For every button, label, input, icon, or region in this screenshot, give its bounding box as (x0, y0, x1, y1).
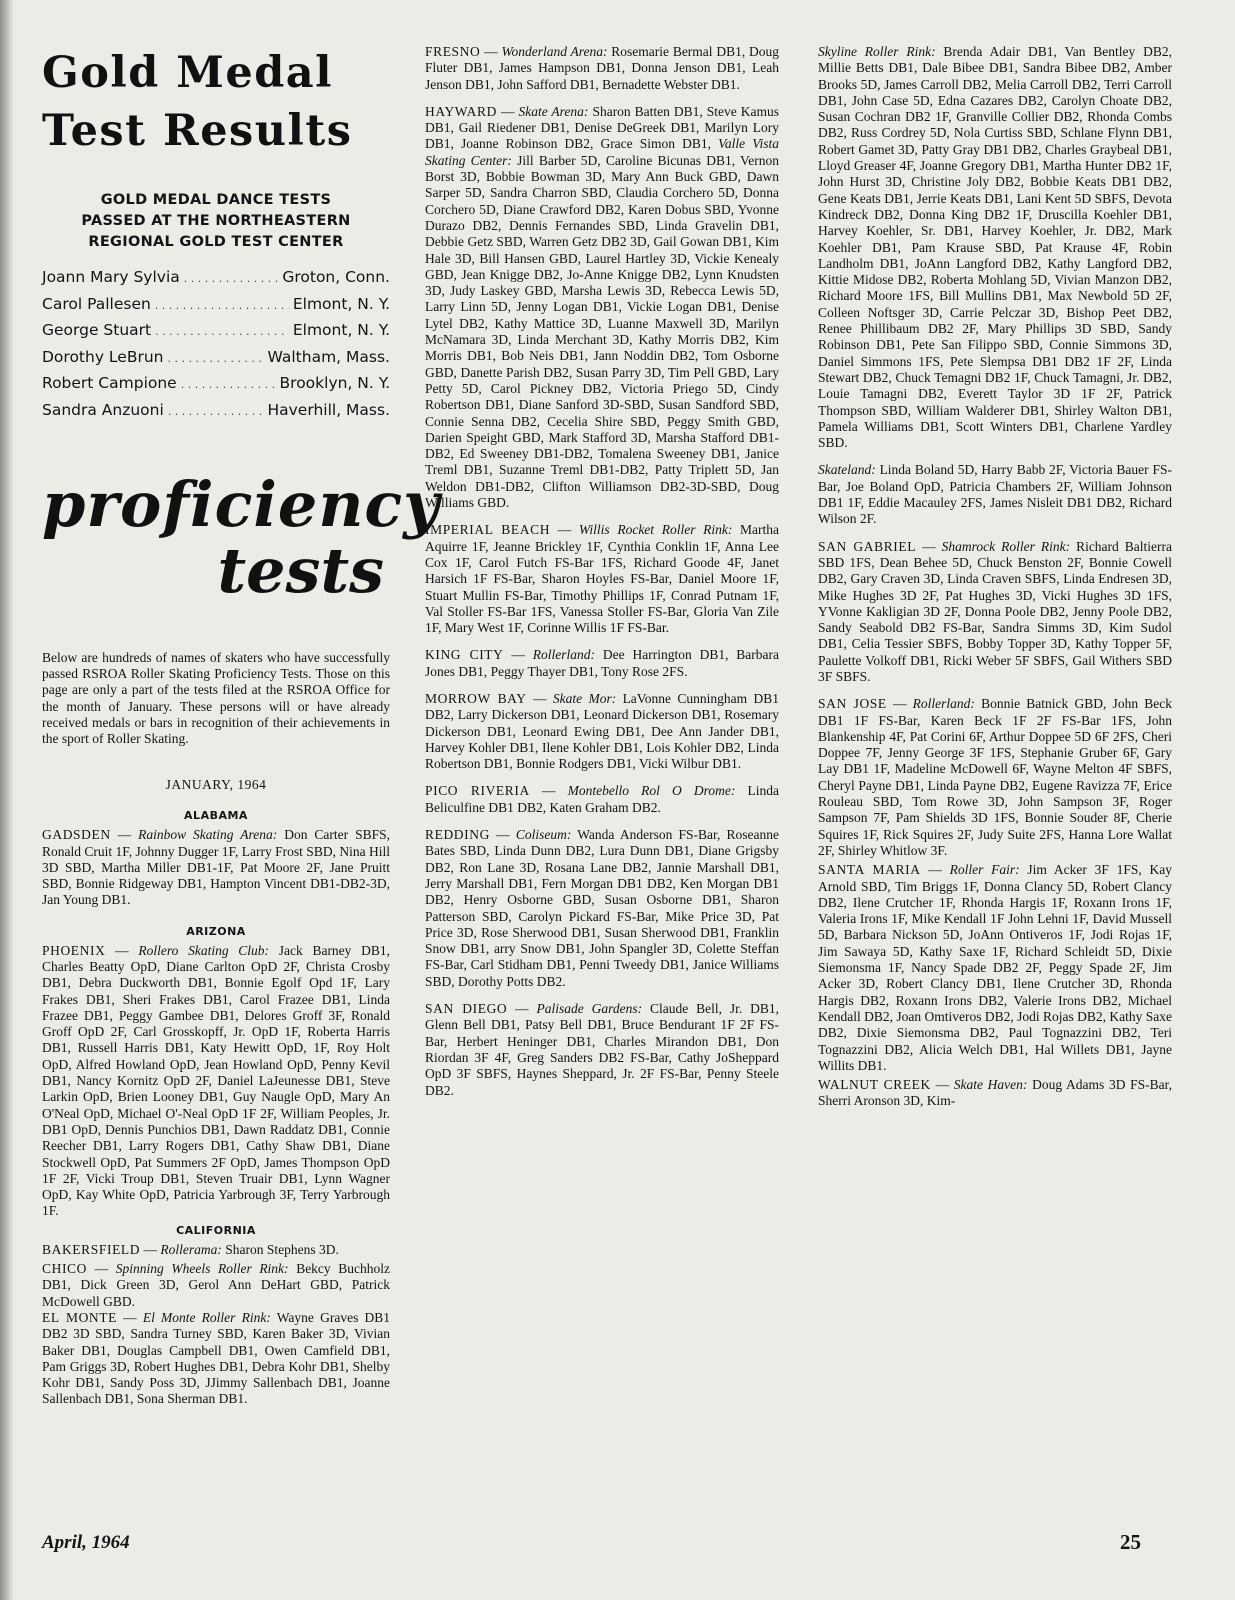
skater-list: Claude Bell, Jr. DB1, Glenn Bell DB1, Patsy Bell DB1, Bruce Bendurant 1F 2F FS-Bar, Herbert Heninger DB1, Charles Mirandon DB1, Don Riordan 3F 4F, Greg Sanders DB2 FS-Bar, Cathy JoSheppard OpD 3F SBFS, Haynes Sheppard, Jr. 2F FS-Bar, Penny Steele DB2. (425, 1001, 779, 1098)
rink-name: Rainbow Skating Arena: (138, 827, 278, 843)
intro-paragraph: Below are hundreds of names of skaters who have successfully passed RSROA Roller Skating Proficiency Tests. Those on this page are only a part of the tests filed at the RSROA Office for the month of January. These persons will or have already received medals or bars in recognition of their achievements in the sport of Roller Skating. (42, 650, 390, 747)
skater-list: Sharon Stephens 3D. (225, 1241, 339, 1257)
state-heading-alabama: ALABAMA (184, 809, 248, 823)
skater-list: Wanda Anderson FS-Bar, Roseanne Bates SBD, Linda Dunn DB2, Lura Dunn DB1, Diane Grigsby DB2, Ron Lane 3D, Rosana Lane DB2, Jannie Marshall DB1, Jerry Marshall DB1, Fern Morgan DB1 DB2, Ken Morgan DB1 DB2, Henry Osborne GBD, Susan Osborne DB1, Sharon Patterson SBD, Carolyn Pickard FS-Bar, Mike Price 3D, Pat Price 3D, Rose Sherwood DB1, Susan Sherwood DB1, Franklin Snow DB1, arry Snow DB1, John Spangler 3D, Colette Steffan FS-Bar, Carl Stidham DB1, Penni Tweedy DB1, Janice Williams SBD, Dorothy Potts DB2. (425, 827, 779, 989)
city-name: KING CITY (425, 647, 504, 663)
skater-name: Sandra Anzuoni (42, 400, 164, 419)
entry-fresno: FRESNO — Wonderland Arena: Rosemarie Bermal DB1, Doug Fluter DB1, James Hampson DB1, Donna Jenson DB1, Leah Jenson DB1, John Safford DB1, Bernadette Webster DB1. (425, 44, 780, 92)
skater-place: Haverhill, Mass. (267, 400, 390, 419)
rink-name: Shamrock Roller Rink: (941, 538, 1071, 554)
skater-place: Elmont, N. Y. (292, 294, 390, 313)
city-name: REDDING (425, 827, 490, 843)
skater-place: Waltham, Mass. (267, 347, 390, 366)
rink-name: Rollerland: (912, 696, 975, 712)
city-name: WALNUT CREEK (818, 1077, 931, 1093)
result-row (42, 398, 390, 425)
city-name: EL MONTE (42, 1309, 117, 1325)
rink-name: Roller Fair: (949, 862, 1020, 878)
result-row (42, 265, 390, 292)
city-name: BAKERSFIELD (42, 1241, 141, 1257)
entry-san-jose: SAN JOSE — Rollerland: Bonnie Batnick GBD, John Beck DB1 1F FS-Bar, Karen Beck 1F 2F FS-Bar 1FS, John Blankenship 4F, Pat Corini 6F, Arthur Doppee 5D 6F 2FS, Cheri Doppee 7F, Jenny George 3F 1FS, Stephanie Gruber 6F, Gary Lay DB1 1F, Madeline McDowell 6F, Wayne Melton 4F SBFS, Cheryl Payne DB1, Linda Payne DB2, Eugene Ravizza 7F, Erice Rouleau SBD, Tom Rowe 3D, John Sampson 3F, Roger Sampson 7F, Pam Shields 3D 1FS, Bonnie Souder 8F, Cherie Squires 1F, Rick Squires 2F, Judy Suite 2FS, Hanna Lore Wallat 2F, Shirley Whitlow 3F. (818, 696, 1172, 858)
entry-san-diego-part1: SAN DIEGO — Palisade Gardens: Claude Bell, Jr. DB1, Glenn Bell DB1, Patsy Bell DB1, Bruce Bendurant 1F 2F FS-Bar, Herbert Heninger DB1, Charles Mirandon DB1, Don Riordan 3F 4F, Greg Sanders DB2 FS-Bar, Cathy JoSheppard OpD 3F SBFS, Haynes Sheppard, Jr. 2F FS-Bar, Penny Steele DB2. (425, 1001, 779, 1098)
gold-dance-results (42, 265, 390, 424)
result-row (42, 345, 390, 372)
rink-name: Skate Mor: (552, 690, 617, 706)
gold-dance-heading (42, 190, 390, 253)
right-column (818, 44, 1172, 1110)
result-row (42, 292, 390, 319)
skater-name: Carol Pallesen (42, 294, 151, 313)
skater-place: Groton, Conn. (282, 268, 390, 286)
state-heading-arizona: ARIZONA (186, 924, 246, 938)
skater-list: Wayne Graves DB1 DB2 3D SBD, Sandra Turney SBD, Karen Baker 3D, Vivian Baker DB1, Douglas Campbell DB1, Owen Camfield DB1, Pam Griggs 3D, Robert Hughes DB1, Debra Kohr DB1, Shelby Kohr DB1, Sandy Poss 3D, JJimmy Sallenbach DB1, Joanne Sallenbach DB1, Sona Sherman DB1. (42, 1309, 390, 1407)
rink-name: Wonderland Arena: (501, 44, 608, 59)
page-number: 25 (1120, 1530, 1141, 1554)
skater-list: Linda Boland 5D, Harry Babb 2F, Victoria Bauer FS-Bar, Joe Boland OpD, Patricia Chambers 2F, William Johnson DB1 1F, Eddie Macauley 2FS, James Nisleit DB1 DB2, Richard Wilson 2F. (818, 462, 1172, 527)
city-name: PICO RIVERIA (425, 783, 530, 799)
skater-list: Jack Barney DB1, Charles Beatty OpD, Diane Carlton OpD 2F, Christa Crosby DB1, Debra Duckworth DB1, Bonnie Egolf Opd 1F, Lary Frakes DB1, Sheri Frakes DB1, Carol Frazee DB1, Linda Frazee DB1, Peggy Gambee DB1, Delores Groff 3F, Ronald Groff OpD 2F, Carl Grosskopff, Jr. OpD 1F, Roberta Harris DB1, Russell Harris DB1, Katy Hewitt OpD, 1F, Roy Holt OpD, Alfred Howland OpD, Jean Howland OpD, Penny Kevil DB1, Nancy Kornitz OpD 2F, Daniel LaJeunesse DB1, Steve Larkin OpD, Brien Looney DB1, Guy Naugle OpD, Mary An O'Neal OpD, Michael O'-Neal OpD 1F 2F, William Peoples, Jr. DB1 OpD, Dennis Punchios DB1, Dawn Raddatz DB1, Connie Reecher DB1, Larry Rogers DB1, Cathy Shaw DB1, Diane Stockwell OpD, Pat Summers 2F OpD, James Thompson OpD 1F 2F, Vicki Troup DB1, Steven Truair DB1, Lynn Wagner OpD, Kay White OpD, Patricia Yarbrough 3F, Terry Yarbrough 1F. (42, 942, 391, 1219)
rink-name: Rollerland: (532, 647, 595, 663)
page-shadow (0, 0, 14, 1600)
rink-name: Skate Arena: (518, 103, 589, 119)
skater-list: Jim Acker 3F 1FS, Kay Arnold SBD, Tim Briggs 1F, Donna Clancy 5D, Robert Clancy DB2, Ilene Crutcher 1F, Rhonda Hargis 1F, Roxann Irons 1F, Valeria Irons 1F, Mike Kendall 1F John Lehni 1F, David Mussell 5D, Barbara Nickson 5D, JoAnn Ontiveros 1F, Jodi Rojas 1F, Jim Sawaya 5D, Kathy Saxe 1F, Richard Schleidt 5D, Dixie Siemonsma 1F, Nancy Spade DB2 2F, Peggy Spade 2F, Jim Acker 3D, Robert Clancy DB1, Ilene Crutcher 3D, Rhonda Hargis DB2, Roxann Irons DB2, Valerie Irons DB2, Michael Kendall DB2, Joan Omtiveros DB2, Jodi Rojas DB2, Kathy Saxe DB2, Dixie Siemonsma DB2, Paul Tognazzini DB2, Teri Tognazzini DB2, Alicia Welch DB1, Hal Willets DB1, Jayne Willits DB1. (818, 862, 1173, 1073)
city-name: SANTA MARIA (818, 862, 921, 878)
entry-el-monte: EL MONTE — El Monte Roller Rink: Wayne Graves DB1 DB2 3D SBD, Sandra Turney SBD, Karen Baker 3D, Vivian Baker DB1, Douglas Campbell DB1, Owen Camfield DB1, Pam Griggs 3D, Robert Hughes DB1, Debra Kohr DB1, Shelby Kohr DB1, Sandy Poss 3D, JJimmy Sallenbach DB1, Joanne Sallenbach DB1, Sona Sherman DB1. (42, 1309, 390, 1407)
skater-list: Richard Baltierra SBD 1FS, Dean Behee 5D, Chuck Benston 2F, Bonnie Cowell DB2, Gary Craven 3D, Linda Craven SBFS, Linda Endresen 3D, Mike Hughes 3D 2F, Pat Hughes 3D, Vicki Hughes 3D 1FS, YVonne Kakligian 3D 2F, Donna Poole DB2, Jenny Poole DB2, Sandy Seabold DB2 FS-Bar, Sandra Simms 3D, Kim Sudol DB1, Celia Tessier SBFS, Bobby Topper 3D, Kathy Topper 5F, Paulette Volkoff DB1, Ricki Weber 5F SBFS, Gail Withers SBD 3F SBFS. (818, 538, 1173, 684)
page-title (42, 44, 390, 160)
rink-name: El Monte Roller Rink: (142, 1309, 271, 1325)
skater-list: Don Carter SBFS, Ronald Cruit 1F, Johnny Dugger 1F, Larry Frost SBD, Nina Hill 3D SBD, Martha Miller DB1-1F, Pat Moore 2F, Jane Pruitt SBD, Bonnie Ridgeway DB1, Hampton Vincent DB1-DB2-3D, Jan Young DB1. (42, 827, 390, 908)
result-row (42, 318, 390, 345)
entry-chico: CHICO — Spinning Wheels Roller Rink: Bekcy Buchholz DB1, Dick Green 3D, Gerol Ann DeHart GBD, Patrick McDowell GBD. (42, 1261, 391, 1309)
issue-date: April, 1964 (42, 1532, 130, 1553)
gold-dance-heading-line: GOLD MEDAL DANCE TESTS (100, 192, 332, 208)
entry-bakersfield: BAKERSFIELD — Rollerama: Sharon Stephens 3D. (42, 1241, 339, 1257)
entry-san-gabriel: SAN GABRIEL — Shamrock Roller Rink: Richard Baltierra SBD 1FS, Dean Behee 5D, Chuck Benston 2F, Bonnie Cowell DB2, Gary Craven 3D, Linda Craven SBFS, Linda Endresen 3D, Mike Hughes 3D 2F, Pat Hughes 3D, Vicki Hughes 3D 1FS, YVonne Kakligian 3D 2F, Donna Poole DB2, Jenny Poole DB2, Sandy Seabold DB2 FS-Bar, Sandra Simms 3D, Kim Sudol DB1, Celia Tessier SBFS, Bobby Topper 3D, Kathy Topper 5F, Paulette Volkoff DB1, Ricki Weber 5F SBFS, Gail Withers SBD 3F SBFS. (818, 538, 1173, 684)
skater-place: Brooklyn, N. Y. (279, 374, 390, 392)
state-heading-california: CALIFORNIA (176, 1223, 256, 1237)
entry-redding: REDDING — Coliseum: Wanda Anderson FS-Bar, Roseanne Bates SBD, Linda Dunn DB2, Lura Dunn DB1, Diane Grigsby DB2, Ron Lane 3D, Rosana Lane DB2, Jannie Marshall DB1, Jerry Marshall DB1, Fern Morgan DB1 DB2, Ken Morgan DB1 DB2, Henry Osborne GBD, Susan Osborne DB1, Sharon Patterson SBD, Carolyn Pickard FS-Bar, Mike Price 3D, Pat Price 3D, Rose Sherwood DB1, Susan Sherwood DB1, Franklin Snow DB1, arry Snow DB1, John Spangler 3D, Colette Steffan FS-Bar, Carl Stidham DB1, Penni Tweedy DB1, Janice Williams SBD, Dorothy Potts DB2. (425, 827, 779, 989)
skater-list: Dee Harrington DB1, Barbara Jones DB1, Peggy Thayer DB1, Tony Rose 2FS. (425, 647, 780, 679)
skater-list: Martha Aquirre 1F, Jeanne Brickley 1F, Cynthia Conklin 1F, Anna Lee Cox 1F, Carol Futch FS-Bar 1FS, Richard Goode 4F, Janet Harsich 1F FS-Bar, Sharon Hoyles FS-Bar, Daniel Moore 1F, Stuart Mullin FS-Bar, Timothy Phillips 1F, Conrad Putnam 1F, Val Stoller FS-Bar 1FS, Vanessa Stoller FS-Bar, Gloria Van Zile 1F, Mary West 1F, Corinne Willis 1F FS-Bar. (425, 522, 780, 636)
skater-name: Joann Mary Sylvia (42, 268, 180, 286)
skater-list: Bekcy Buchholz DB1, Dick Green 3D, Gerol Ann DeHart GBD, Patrick McDowell GBD. (42, 1261, 391, 1309)
city-name: GADSDEN (42, 827, 111, 843)
skater-place: Elmont, N. Y. (292, 321, 390, 339)
entry-king-city: KING CITY — Rollerland: Dee Harrington DB1, Barbara Jones DB1, Peggy Thayer DB1, Tony Rose 2FS. (425, 647, 780, 679)
left-column (42, 44, 441, 1408)
gold-dance-heading-line: REGIONAL GOLD TEST CENTER (88, 234, 344, 250)
rink-name: Palisade Gardens: (536, 1001, 643, 1017)
skater-list: Bonnie Batnick GBD, John Beck DB1 1F FS-Bar, Karen Beck 1F 2F FS-Bar 1FS, John Blankenship 4F, Pat Corini 6F, Arthur Doppee 5D 6F 2FS, Cheri Doppee 7F, Jenny George 3F 1FS, Stephanie Gruber 6F, Gary Lay DB1 1F, Madeline McDowell 6F, Wayne Melton 4F SBFS, Cheryl Payne DB1, Linda Payne DB2, Eugene Ravizza 7F, Erice Rouleau SBD, Tom Rowe 3D, John Sampson 3F, Roger Sampson 7F, Pam Shields 3D 1FS, Bonnie Souder 8F, Cherie Squires 1F, Rick Squires 2F, Judy Suite 2FS, Hanna Lore Wallat 2F, Shirley Whitlow 3F. (818, 696, 1172, 858)
rink-name: Skate Haven: (953, 1077, 1028, 1093)
entry-walnut-creek: WALNUT CREEK — Skate Haven: Doug Adams 3D FS-Bar, Sherri Aronson 3D, Kim- (818, 1077, 1173, 1109)
city-name: SAN GABRIEL (818, 538, 917, 554)
skater-list: Brenda Adair DB1, Van Bentley DB2, Millie Betts DB1, Dale Bibee DB1, Sandra Bibee DB2, Amber Brooks 5D, James Carroll DB2, Melia Carroll DB2, Terri Carroll DB1, John Case 5D, Edna Cazares DB2, Carolyn Choate DB2, Susan Cochran DB2 1F, Granville Collier DB2, Rhonda Combs DB2, Russ Cordrey 5D, Nola Curtiss SBD, Schlane Flynn DB1, Robert Gamet 3D, Patty Gray DB1 DB2, Charles Graybeal DB1, Lloyd Greaser 4F, Joanne Gregory DB1, Martha Hunter DB2 1F, John Hurst 3D, Christine Joly DB2, Bobbie Keats DB1 DB2, Gene Keats DB1, Jerrie Keats DB1, Lani Kent 5D SBFS, Devota Kindreck DB2, Donna King DB2 1F, Druscilla Koehler DB1, Harvey Koehler, Sr. DB1, Harvey Koehler, Jr. DB2, Mark Koehler DB1, Pam Krause SBD, Pat Krause 4F, Robin Landholm DB1, JoAnn Langford DB2, Kathy Langford DB2, Kittie Midose DB2, Roberta Mohlang 5D, Vivian Manzon DB2, Richard Moore 1FS, Bill Mullins DB1, Max Newbold 5D 2F, Colleen Noftsger 3D, Carrie Pelczar 3D, Bishop Peet DB2, Renee Phillibaum DB2 2F, Mary Phillips 3D SBD, Sandy Robinson DB1, Pete San Filippo SBD, Connie Simmons 3D, Daniel Simmons 1FS, Pete Slempsa DB1 DB2 1F 2F, Linda Stewart DB2, Chuck Temagni DB2 1F, Chuck Tamagni, Jr. DB2, Louie Tamagni DB2, Everett Taylor 3D 1F 2F, Patrick Thompson SBD, William Walderer DB1, Shirley Walton DB1, Pamela Williams DB1, Scott Winters DB1, Charlene Yardley SBD. (818, 44, 1172, 451)
skater-list: Linda Beliculfine DB1 DB2, Katen Graham DB2. (425, 783, 780, 815)
tests-heading: tests (217, 534, 384, 607)
gold-dance-heading-line: PASSED AT THE NORTHEASTERN (81, 213, 351, 229)
entry-san-diego-skyline (818, 44, 1172, 451)
city-name: MORROW BAY (425, 690, 527, 706)
skater-list: Rosemarie Bermal DB1, Doug Fluter DB1, James Hampson DB1, Donna Jenson DB1, Leah Jenson DB1, John Safford DB1, Bernadette Webster DB1. (425, 44, 780, 92)
skater-name: Dorothy LeBrun (42, 347, 164, 366)
entry-pico-rivera: PICO RIVERIA — Montebello Rol O Drome: Linda Beliculfine DB1 DB2, Katen Graham DB2. (425, 783, 780, 815)
city-name: HAYWARD (425, 103, 497, 119)
skater-name: Robert Campione (42, 374, 177, 392)
title-line-2: Test Results (42, 106, 353, 156)
entry-phoenix: PHOENIX — Rollero Skating Club: Jack Barney DB1, Charles Beatty OpD, Diane Carlton OpD 2F, Christa Crosby DB1, Debra Duckworth DB1, Bonnie Egolf Opd 1F, Lary Frakes DB1, Sheri Frakes DB1, Carol Frazee DB1, Linda Frazee DB1, Peggy Gambee DB1, Delores Groff 3F, Ronald Groff OpD 2F, Carl Grosskopff, Jr. OpD 1F, Roberta Harris DB1, Russell Harris DB1, Katy Hewitt OpD, 1F, Roy Holt OpD, Alfred Howland OpD, Jean Howland OpD, Penny Kevil DB1, Nancy Kornitz OpD 2F, Daniel LaJeunesse DB1, Steve Larkin OpD, Brien Looney DB1, Guy Naugle OpD, Mary An O'Neal OpD, Michael O'-Neal OpD 1F 2F, William Peoples, Jr. DB1 OpD, Dennis Punchios DB1, Dawn Raddatz DB1, Connie Reecher DB1, Larry Rogers DB1, Cathy Shaw DB1, Diane Stockwell OpD, Pat Summers 2F OpD, James Thompson OpD 1F 2F, Vicki Troup DB1, Steven Truair DB1, Lynn Wagner OpD, Kay White OpD, Patricia Yarbrough 3F, Terry Yarbrough 1F. (42, 942, 391, 1219)
skater-list: Doug Adams 3D FS-Bar, Sherri Aronson 3D, Kim- (818, 1077, 1173, 1109)
city-name: SAN JOSE (818, 696, 887, 712)
rink-name: Spinning Wheels Roller Rink: (115, 1261, 289, 1277)
rink-name: Montebello Rol O Drome: (567, 783, 736, 799)
entry-morrow-bay: MORROW BAY — Skate Mor: LaVonne Cunningham DB1 DB2, Larry Dickerson DB1, Leonard Dickerson DB1, Rosemary Dickerson DB1, Leonard Ewing DB1, Dee Ann Jander DB1, Harvey Kohler DB1, Ilene Kohler DB1, Lois Kohler DB2, Linda Robertson DB1, Bonnie Rodgers DB1, Vicki Wilbur DB1. (425, 690, 780, 772)
skater-name: George Stuart (42, 321, 152, 339)
entry-santa-maria: SANTA MARIA — Roller Fair: Jim Acker 3F 1FS, Kay Arnold SBD, Tim Briggs 1F, Donna Clancy 5D, Robert Clancy DB2, Ilene Crutcher 1F, Rhonda Hargis 1F, Roxann Irons 1F, Valeria Irons 1F, Mike Kendall 1F John Lehni 1F, David Mussell 5D, Barbara Nickson 5D, JoAnn Ontiveros 1F, Jodi Rojas 1F, Jim Sawaya 5D, Kathy Saxe 1F, Richard Schleidt 5D, Dixie Siemonsma 1F, Nancy Spade DB2 2F, Peggy Spade 2F, Jim Acker 3D, Robert Clancy DB1, Ilene Crutcher 3D, Rhonda Hargis DB2, Roxann Irons DB2, Valerie Irons DB2, Michael Kendall DB2, Joan Omtiveros DB2, Jodi Rojas DB2, Kathy Saxe DB2, Dixie Siemonsma DB2, Paul Tognazzini DB2, Teri Tognazzini DB2, Alicia Welch DB1, Hal Willets DB1, Jayne Willits DB1. (818, 862, 1173, 1073)
entry-imperial-beach: IMPERIAL BEACH — Willis Rocket Roller Rink: Martha Aquirre 1F, Jeanne Brickley 1F, Cynthia Conklin 1F, Anna Lee Cox 1F, Carol Futch FS-Bar 1FS, Richard Goode 4F, Janet Harsich 1F FS-Bar, Sharon Hoyles FS-Bar, Daniel Moore 1F, Stuart Mullin FS-Bar, Timothy Phillips 1F, Conrad Putnam 1F, Val Stoller FS-Bar 1FS, Vanessa Stoller FS-Bar, Gloria Van Zile 1F, Mary West 1F, Corinne Willis 1F FS-Bar. (425, 522, 780, 636)
entry-gadsden: GADSDEN — Rainbow Skating Arena: Don Carter SBFS, Ronald Cruit 1F, Johnny Dugger 1F, Larry Frost SBD, Nina Hill 3D SBD, Martha Miller DB1-1F, Pat Moore 2F, Jane Pruitt SBD, Bonnie Ridgeway DB1, Hampton Vincent DB1-DB2-3D, Jan Young DB1. (42, 827, 390, 908)
city-name: PHOENIX (42, 942, 106, 958)
city-name: SAN DIEGO (425, 1001, 508, 1017)
rink-name: Skyline Roller Rink: (818, 44, 936, 59)
skater-list: LaVonne Cunningham DB1 DB2, Larry Dickerson DB1, Leonard Dickerson DB1, Rosemary Dickerson DB1, Leonard Ewing DB1, Dee Ann Jander DB1, Harvey Kohler DB1, Ilene Kohler DB1, Lois Kohler DB2, Linda Robertson DB1, Bonnie Rodgers DB1, Vicki Wilbur DB1. (425, 690, 780, 772)
city-name: IMPERIAL BEACH (425, 522, 551, 538)
rink-name: Rollerama: (160, 1241, 222, 1257)
rink-name: Rollero Skating Club: (138, 942, 270, 958)
rink-name: Coliseum: (515, 827, 572, 843)
title-line-1: Gold Medal (42, 48, 333, 98)
proficiency-heading: proficiency (42, 468, 441, 541)
month-heading: JANUARY, 1964 (165, 777, 267, 793)
result-row (42, 371, 390, 398)
skater-list: Jill Barber 5D, Caroline Bicunas DB1, Vernon Borst 3D, Bobbie Bowman 3D, Mary Ann Buck GBD, Dawn Sarper 5D, Sandra Charron SBD, Claudia Corchero 5D, Donna Corchero 5D, Diane Crawford DB2, Karen Dobus SBD, Yvonne Durazo DB2, Dennis Fernandes SBD, Linda Gravelin DB1, Debbie Getz SBD, Warren Getz DB2 3D, Gail Gowan DB1, Kim Hale 3D, Bill Hansen GBD, Laurel Hartley 3D, Vickie Kenealy GBD, Jean Knigge DB2, Jo-Anne Knigge DB2, Lynn Knudsten 3D, Judy Laskey GBD, Marsha Lewis 3D, Rebecca Lewis 5D, Larry Linn 5D, Jenny Logan DB1, Vickie Logan DB1, Denise Lytel DB2, Kathy Mattice 3D, Luanne Maxwell 3D, Marilyn McNamara 3D, Linda Merchant 3D, Kathy Morris DB2, Kim Morris DB1, Bob Neis DB1, Jann Noddin DB2, Tom Osborne GBD, Danette Parish DB2, Susan Parry 3D, Tim Pell GBD, Lary Petty 5D, Carol Pickney DB2, Victoria Priego 5D, Cindy Robertson DB1, Diane Sanford 3D-SBD, Susan Sandford SBD, Connie Senna DB2, Cecelia Shire SBD, Peggy Smith GBD, Darien Speight GBD, Mark Stafford 3D, Marsha Stafford DB1-DB2, Ed Sweeney DB1-DB2, Tomalena Sweeney DB1, Janice Treml DB1, Suzanne Treml DB1-DB2, Patty Triplett 5D, Jan Weldon DB1-DB2, Clifton Williamson DB2-3D-SBD, Doug Williams GBD. (425, 152, 780, 511)
skater-list: Sharon Batten DB1, Steve Kamus DB1, Gail Riedener DB1, Denise DeGreek DB1, Marilyn Lory DB1, Joanne Robinson DB2, Grace Simon DB1, (425, 103, 780, 152)
city-name: FRESNO (425, 44, 481, 59)
rink-name: Willis Rocket Roller Rink: (578, 522, 733, 538)
entry-skateland (818, 462, 1172, 527)
middle-column (425, 44, 779, 1099)
entry-hayward: HAYWARD — Skate Arena: Sharon Batten DB1, Steve Kamus DB1, Gail Riedener DB1, Denise DeGreek DB1, Marilyn Lory DB1, Joanne Robinson DB2, Grace Simon DB1, Valle Vista Skating Center: Jill Barber 5D, Caroline Bicunas DB1, Vernon Borst 3D, Bobbie Bowman 3D, Mary Ann Buck GBD, Dawn Sarper 5D, Sandra Charron SBD, Claudia Corchero 5D, Donna Corchero 5D, Diane Crawford DB2, Karen Dobus SBD, Yvonne Durazo DB2, Dennis Fernandes SBD, Linda Gravelin DB1, Debbie Getz SBD, Warren Getz DB2 3D, Gail Gowan DB1, Kim Hale 3D, Bill Hansen GBD, Laurel Hartley 3D, Vickie Kenealy GBD, Jean Knigge DB2, Jo-Anne Knigge DB2, Lynn Knudsten 3D, Judy Laskey GBD, Marsha Lewis 3D, Rebecca Lewis 5D, Larry Linn 5D, Jenny Logan DB1, Vickie Logan DB1, Denise Lytel DB2, Kathy Mattice 3D, Luanne Maxwell 3D, Marilyn McNamara 3D, Linda Merchant 3D, Kathy Morris DB2, Kim Morris DB1, Bob Neis DB1, Jann Noddin DB2, Tom Osborne GBD, Danette Parish DB2, Susan Parry 3D, Tim Pell GBD, Lary Petty 5D, Carol Pickney DB2, Victoria Priego 5D, Cindy Robertson DB1, Diane Sanford 3D-SBD, Susan Sandford SBD, Connie Senna DB2, Cecelia Shire SBD, Peggy Smith GBD, Darien Speight GBD, Mark Stafford 3D, Marsha Stafford DB1-DB2, Ed Sweeney DB1-DB2, Tomalena Sweeney DB1, Janice Treml DB1, Suzanne Treml DB1-DB2, Patty Triplett 5D, Jan Weldon DB1-DB2, Clifton Williamson DB2-3D-SBD, Doug Williams GBD. (425, 103, 780, 511)
rink-name: Valle Vista Skating Center: (425, 136, 779, 168)
city-name: CHICO (42, 1261, 88, 1277)
rink-name: Skateland: (818, 462, 876, 478)
